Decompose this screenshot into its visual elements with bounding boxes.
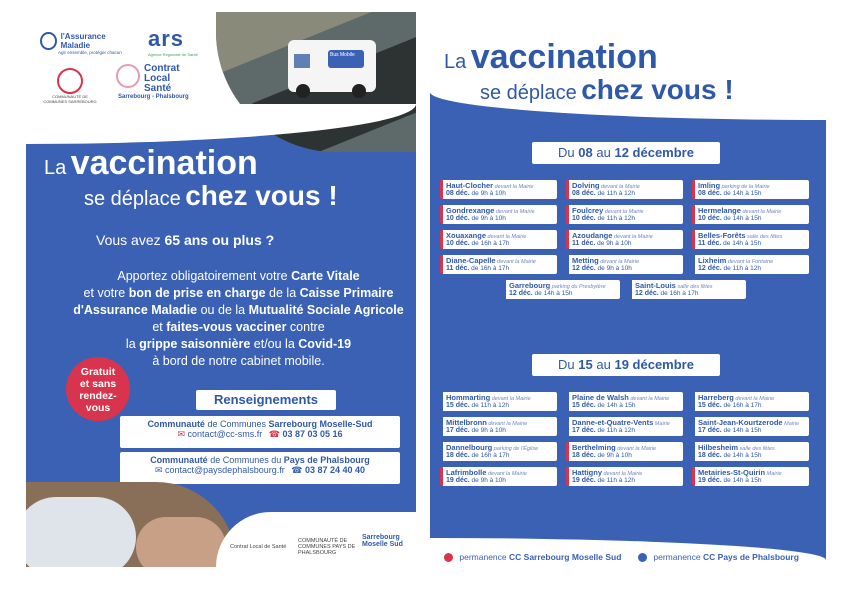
visit-hours: de 9h à 10h bbox=[469, 215, 506, 222]
renseignements-heading: Renseignements bbox=[196, 390, 336, 410]
contact1-title bbox=[120, 416, 400, 429]
legend-red-perm: permanence bbox=[459, 552, 507, 562]
visit-date: 17 déc. bbox=[446, 427, 470, 434]
age-question bbox=[96, 232, 274, 248]
cell-village bbox=[446, 468, 527, 477]
body-l3-bold: d'Assurance Maladie bbox=[73, 303, 198, 317]
village-name: Mittelbronn bbox=[446, 418, 487, 427]
cls-circles-icon bbox=[116, 64, 140, 88]
contact-box-sarrebourg bbox=[120, 416, 400, 448]
village-place: devant la Mairie bbox=[599, 184, 640, 190]
right-title-chez-vous: chez vous ! bbox=[581, 74, 734, 105]
cls-word-2: Local bbox=[144, 73, 171, 84]
ars-name: ars bbox=[148, 26, 185, 51]
contact2-phone[interactable]: 03 87 24 40 40 bbox=[304, 465, 366, 475]
village-place: devant la Mairie bbox=[490, 396, 531, 402]
week2-header bbox=[532, 354, 720, 376]
cell-date bbox=[698, 477, 762, 484]
visit-hours: de 11h à 12h bbox=[595, 215, 636, 222]
week1-start: 08 bbox=[578, 145, 593, 160]
village-name: Plaine de Walsh bbox=[572, 393, 629, 402]
cell-village bbox=[635, 281, 713, 290]
village-place: devant la Mairie bbox=[612, 234, 653, 240]
cell-date bbox=[446, 240, 510, 247]
cc-logo bbox=[40, 68, 100, 104]
right-footer bbox=[430, 538, 826, 570]
village-name: Imling bbox=[698, 181, 721, 190]
village-name: Lixheim bbox=[698, 256, 727, 265]
village-name: Belles-Forêts bbox=[698, 231, 746, 240]
schedule-cell bbox=[566, 467, 683, 486]
cell-date bbox=[698, 265, 761, 272]
contact2-title-bold: Pays de Phalsbourg bbox=[283, 455, 370, 465]
body-l5-bold2: Covid-19 bbox=[298, 337, 352, 351]
right-title-vaccination: vaccination bbox=[470, 38, 658, 76]
visit-date: 10 déc. bbox=[446, 240, 470, 247]
visit-date: 18 déc. bbox=[698, 452, 722, 459]
visit-date: 12 déc. bbox=[698, 265, 722, 272]
ars-tagline: Agence Régionale de Santé bbox=[148, 52, 198, 57]
free-no-appointment-badge bbox=[66, 357, 130, 421]
badge-line2: et sans bbox=[79, 378, 117, 390]
van-window bbox=[294, 54, 310, 68]
body-l1-bold: Carte Vitale bbox=[291, 269, 360, 283]
visit-date: 15 déc. bbox=[446, 402, 470, 409]
schedule-cell bbox=[566, 205, 683, 224]
cell-village bbox=[446, 231, 526, 240]
footer-phalsbourg-logo: COMMUNAUTÉ DE COMMUNES PAYS DE PHALSBOURG bbox=[298, 538, 356, 556]
visit-hours: de 11h à 12h bbox=[595, 427, 636, 434]
village-place: parking du Presbytère bbox=[550, 284, 606, 290]
village-name: Foulcrey bbox=[572, 206, 604, 215]
assurance-maladie-name: l'Assurance Maladie bbox=[60, 32, 106, 50]
schedule-cell bbox=[503, 280, 620, 299]
cell-village bbox=[698, 206, 781, 215]
cell-village bbox=[698, 256, 773, 265]
body-l5-pre: la bbox=[125, 337, 136, 351]
legend-blue-label: CC Pays de Phalsbourg bbox=[703, 552, 799, 562]
left-title-line2 bbox=[84, 180, 338, 212]
visit-hours: de 14h à 15h bbox=[721, 240, 762, 247]
assurance-maladie-tagline: Agir ensemble, protéger chacun bbox=[58, 50, 122, 55]
village-name: Saint-Louis bbox=[635, 281, 676, 290]
village-place: devant la Mairie bbox=[495, 259, 536, 265]
village-name: Gondrexange bbox=[446, 206, 495, 215]
village-place: salle des fêtes bbox=[675, 284, 713, 290]
patient-figure bbox=[136, 517, 226, 567]
cell-village bbox=[698, 443, 775, 452]
cc-logo-text: COMMUNAUTÉ DE COMMUNES SARREBOURG bbox=[43, 94, 97, 104]
schedule-cell bbox=[440, 392, 557, 411]
week2-start: 15 bbox=[578, 357, 593, 372]
visit-hours: de 11h à 12h bbox=[469, 402, 510, 409]
badge-line4: vous bbox=[85, 402, 111, 414]
village-name: Hilbesheim bbox=[698, 443, 739, 452]
cell-village bbox=[446, 181, 533, 190]
cell-date bbox=[698, 402, 762, 409]
village-place: parking de la Mairie bbox=[720, 184, 770, 190]
village-name: Hommarting bbox=[446, 393, 491, 402]
assurance-maladie-logo bbox=[40, 32, 130, 55]
footer-sarrebourg-logo: Sarrebourg Moselle Sud bbox=[362, 534, 403, 548]
village-place: devant la Mairie bbox=[733, 396, 775, 402]
cell-date bbox=[446, 477, 506, 484]
village-place: salle des fêtes bbox=[738, 446, 775, 452]
week2-au: au bbox=[596, 357, 611, 372]
footer-cls-logo: Contrat Local de Santé bbox=[230, 544, 287, 550]
van-stripe bbox=[328, 50, 364, 68]
visit-date: 11 déc. bbox=[698, 240, 722, 247]
cell-village bbox=[446, 418, 527, 427]
schedule-cell bbox=[566, 442, 683, 461]
village-place: devant la Mairie bbox=[740, 209, 782, 215]
contact2-title-pre: Communauté bbox=[150, 455, 208, 465]
village-name: Saint-Jean-Kourtzerode bbox=[698, 418, 783, 427]
van-wheel-front bbox=[296, 84, 310, 98]
right-flyer bbox=[430, 8, 826, 570]
cell-date bbox=[698, 240, 761, 247]
envelope-icon: ✉ bbox=[177, 429, 186, 439]
left-title-deplace: se déplace bbox=[84, 188, 181, 210]
village-place: devant la Mairie bbox=[486, 234, 527, 240]
schedule-cell bbox=[566, 417, 683, 436]
cell-date bbox=[509, 290, 573, 297]
schedule-cell bbox=[692, 230, 809, 249]
village-name: Metairies-St-Quirin bbox=[698, 468, 766, 477]
schedule-cell bbox=[440, 442, 557, 461]
village-place: devant la Mairie bbox=[603, 209, 644, 215]
visit-hours: de 14h à 15h bbox=[532, 290, 573, 297]
village-name: Berthelming bbox=[572, 443, 616, 452]
right-title-deplace: se déplace bbox=[480, 82, 577, 104]
phone-icon: ☎ bbox=[291, 465, 303, 475]
village-name: Garrebourg bbox=[509, 281, 551, 290]
visit-hours: de 11h à 12h bbox=[721, 265, 762, 272]
ars-logo bbox=[148, 26, 198, 57]
visit-date: 08 déc. bbox=[446, 190, 470, 197]
contact1-line bbox=[120, 429, 400, 440]
village-name: Dolving bbox=[572, 181, 600, 190]
cell-date bbox=[572, 190, 635, 197]
cell-village bbox=[572, 393, 669, 402]
cell-date bbox=[572, 265, 632, 272]
village-name: Harreberg bbox=[698, 393, 734, 402]
cell-date bbox=[446, 215, 506, 222]
body-l2-bold: bon de prise en charge bbox=[128, 286, 266, 300]
schedule-cell bbox=[440, 230, 557, 249]
visit-hours: de 16h à 17h bbox=[721, 402, 762, 409]
badge-line1: Gratuit bbox=[80, 366, 116, 378]
visit-date: 08 déc. bbox=[698, 190, 722, 197]
schedule-cell bbox=[692, 467, 809, 486]
village-name: Xouaxange bbox=[446, 231, 487, 240]
cls-word-3: Santé bbox=[144, 83, 172, 94]
village-name: Dannelbourg bbox=[446, 443, 493, 452]
van-text: Bus Mobile bbox=[330, 52, 355, 58]
body-l1-pre: Apportez obligatoirement votre bbox=[117, 269, 288, 283]
cell-date bbox=[698, 215, 762, 222]
legend-blue-perm: permanence bbox=[653, 552, 701, 562]
visit-date: 17 déc. bbox=[572, 427, 596, 434]
schedule-cell bbox=[440, 255, 557, 274]
schedule-cell bbox=[692, 442, 809, 461]
schedule-cell bbox=[440, 417, 557, 436]
cell-village bbox=[698, 418, 799, 427]
cell-date bbox=[572, 452, 632, 459]
visit-hours: de 16h à 17h bbox=[658, 290, 699, 297]
visit-date: 10 déc. bbox=[446, 215, 470, 222]
village-place: parking de l'Église bbox=[492, 446, 539, 452]
village-place: Mairie bbox=[782, 421, 800, 427]
visit-hours: de 9h à 10h bbox=[595, 265, 632, 272]
right-title-line1 bbox=[444, 38, 658, 77]
cell-date bbox=[572, 477, 635, 484]
body-l2-mid: de la bbox=[269, 286, 297, 300]
visit-date: 08 déc. bbox=[572, 190, 596, 197]
cc-circle-icon bbox=[57, 68, 83, 94]
contact2-title bbox=[120, 452, 400, 465]
legend-blue bbox=[638, 552, 799, 562]
contact1-title-mid: de Communes bbox=[207, 419, 266, 429]
left-title-la: La bbox=[44, 157, 67, 179]
cell-village bbox=[572, 418, 670, 427]
visit-hours: de 9h à 10h bbox=[595, 240, 632, 247]
visit-hours: de 16h à 17h bbox=[469, 452, 510, 459]
village-name: Danne-et-Quatre-Vents bbox=[572, 418, 654, 427]
cell-date bbox=[572, 240, 632, 247]
cls-word-1: Contrat bbox=[144, 63, 180, 74]
cell-village bbox=[572, 256, 639, 265]
body-l4-pre: et bbox=[152, 320, 163, 334]
cell-village bbox=[572, 468, 642, 477]
cell-village bbox=[698, 468, 782, 477]
visit-date: 10 déc. bbox=[698, 215, 722, 222]
village-place: devant la Mairie bbox=[602, 471, 643, 477]
visit-hours: de 14h à 15h bbox=[721, 215, 762, 222]
village-place: devant la Mairie bbox=[628, 396, 670, 402]
cell-village bbox=[446, 206, 535, 215]
village-name: Hattigny bbox=[572, 468, 602, 477]
village-name: Metting bbox=[572, 256, 599, 265]
visit-hours: de 9h à 10h bbox=[469, 477, 506, 484]
left-title-vaccination: vaccination bbox=[70, 144, 258, 182]
cell-date bbox=[572, 215, 635, 222]
village-place: devant la Mairie bbox=[598, 259, 640, 265]
contact1-title-pre: Communauté bbox=[147, 419, 205, 429]
red-dot-icon bbox=[444, 553, 453, 562]
schedule-cell bbox=[566, 230, 683, 249]
cell-village bbox=[572, 206, 644, 215]
visit-date: 15 déc. bbox=[698, 402, 722, 409]
cell-village bbox=[446, 256, 536, 265]
schedule-cell bbox=[566, 255, 683, 274]
week1-end: 12 décembre bbox=[614, 145, 694, 160]
cell-date bbox=[698, 190, 762, 197]
phone-icon: ☎ bbox=[268, 429, 280, 439]
cell-date bbox=[446, 452, 510, 459]
left-title-line1 bbox=[44, 144, 258, 183]
visit-date: 19 déc. bbox=[572, 477, 596, 484]
body-l6: à bord de notre cabinet mobile. bbox=[152, 354, 325, 368]
visit-hours: de 11h à 12h bbox=[595, 477, 636, 484]
visit-hours: de 11h à 12h bbox=[595, 190, 636, 197]
visit-hours: de 9h à 10h bbox=[469, 190, 506, 197]
week1-du: Du bbox=[558, 145, 575, 160]
cell-village bbox=[572, 181, 640, 190]
contact2-email[interactable]: contact@paysdephalsbourg.fr bbox=[165, 465, 285, 475]
visit-date: 12 déc. bbox=[635, 290, 659, 297]
visit-date: 10 déc. bbox=[572, 215, 596, 222]
badge-line3: rendez- bbox=[79, 390, 117, 402]
schedule-cell bbox=[566, 180, 683, 199]
village-place: devant la Mairie bbox=[494, 209, 535, 215]
visit-hours: de 14h à 15h bbox=[721, 190, 762, 197]
contact1-email[interactable]: contact@cc-sms.fr bbox=[187, 429, 263, 439]
village-place: Mairie bbox=[765, 471, 782, 477]
visit-date: 19 déc. bbox=[698, 477, 722, 484]
visit-date: 18 déc. bbox=[572, 452, 596, 459]
visit-hours: de 14h à 15h bbox=[595, 402, 636, 409]
body-l4-bold: faites-vous vacciner bbox=[166, 320, 287, 334]
cell-date bbox=[446, 265, 509, 272]
visit-date: 15 déc. bbox=[572, 402, 596, 409]
body-l2-pre: et votre bbox=[83, 286, 126, 300]
schedule-cell bbox=[440, 180, 557, 199]
visit-date: 11 déc. bbox=[446, 265, 470, 272]
cell-date bbox=[698, 452, 762, 459]
body-l4-post: contre bbox=[289, 320, 325, 334]
cell-date bbox=[446, 402, 509, 409]
legend-red bbox=[444, 552, 621, 562]
visit-hours: de 9h à 10h bbox=[469, 427, 506, 434]
visit-hours: de 14h à 15h bbox=[721, 477, 762, 484]
cell-village bbox=[509, 281, 606, 290]
schedule-cell bbox=[692, 255, 809, 274]
vaccination-photo bbox=[26, 482, 236, 567]
visit-date: 12 déc. bbox=[509, 290, 533, 297]
cell-date bbox=[572, 427, 635, 434]
visit-hours: de 16h à 17h bbox=[469, 265, 510, 272]
contact1-title-bold: Sarrebourg Moselle-Sud bbox=[268, 419, 373, 429]
week2-du: Du bbox=[558, 357, 575, 372]
schedule-cell bbox=[692, 205, 809, 224]
body-l2-bold2: Caisse Primaire bbox=[299, 286, 394, 300]
cell-date bbox=[572, 402, 636, 409]
cell-date bbox=[446, 190, 506, 197]
schedule-cell bbox=[692, 180, 809, 199]
schedule-cell bbox=[440, 205, 557, 224]
village-place: devant la Mairie bbox=[615, 446, 657, 452]
cell-date bbox=[446, 427, 506, 434]
village-name: Diane-Capelle bbox=[446, 256, 496, 265]
contact-box-phalsbourg bbox=[120, 452, 400, 484]
week1-header bbox=[532, 142, 720, 164]
cls-subtitle: Sarrebourg - Phalsbourg bbox=[118, 94, 189, 100]
village-place: devant la Mairie bbox=[486, 421, 528, 427]
contrat-local-sante-logo bbox=[116, 64, 216, 100]
village-name: Hermelange bbox=[698, 206, 741, 215]
cell-village bbox=[572, 231, 653, 240]
cell-date bbox=[635, 290, 699, 297]
age-question-pre: Vous avez bbox=[96, 232, 161, 248]
body-l5-bold: grippe saisonnière bbox=[139, 337, 251, 351]
nurse-figure bbox=[26, 497, 136, 567]
body-l5-mid: et/ou la bbox=[253, 337, 295, 351]
visit-date: 11 déc. bbox=[572, 240, 596, 247]
village-place: Mairie bbox=[653, 421, 670, 427]
visit-hours: de 14h à 15h bbox=[721, 427, 762, 434]
cell-village bbox=[698, 181, 770, 190]
footer-logos bbox=[216, 512, 416, 567]
week2-schedule-grid bbox=[440, 392, 820, 492]
visit-hours: de 9h à 10h bbox=[595, 452, 632, 459]
village-name: Lafrimbolle bbox=[446, 468, 487, 477]
instructions-text bbox=[66, 268, 411, 370]
cell-village bbox=[698, 393, 774, 402]
body-l3-mid: ou de la bbox=[200, 303, 246, 317]
schedule-cell bbox=[692, 417, 809, 436]
age-question-bold: 65 ans ou plus ? bbox=[164, 232, 275, 248]
village-name: Azoudange bbox=[572, 231, 613, 240]
visit-date: 19 déc. bbox=[446, 477, 470, 484]
schedule-cell bbox=[629, 280, 746, 299]
left-title-chez-vous: chez vous ! bbox=[185, 180, 338, 211]
contact2-title-mid: de Communes du bbox=[210, 455, 282, 465]
cell-village bbox=[572, 443, 656, 452]
visit-date: 12 déc. bbox=[572, 265, 596, 272]
right-title-line2 bbox=[480, 74, 734, 106]
schedule-cell bbox=[440, 467, 557, 486]
contact2-line bbox=[120, 465, 400, 476]
week1-schedule-grid bbox=[440, 180, 820, 310]
mobile-clinic-van bbox=[288, 40, 376, 92]
cell-village bbox=[446, 393, 531, 402]
people-icon bbox=[40, 32, 57, 50]
visit-hours: de 16h à 17h bbox=[469, 240, 510, 247]
body-l3-bold2: Mutualité Sociale Agricole bbox=[248, 303, 404, 317]
schedule-cell bbox=[566, 392, 683, 411]
cell-village bbox=[698, 231, 782, 240]
cell-date bbox=[698, 427, 762, 434]
left-flyer bbox=[26, 12, 416, 567]
visit-date: 17 déc. bbox=[698, 427, 722, 434]
village-place: devant la Fontaine bbox=[726, 259, 774, 265]
van-wheel-rear bbox=[352, 84, 366, 98]
week1-au: au bbox=[596, 145, 611, 160]
legend-red-label: CC Sarrebourg Moselle Sud bbox=[509, 552, 622, 562]
week2-end: 19 décembre bbox=[614, 357, 694, 372]
envelope-icon: ✉ bbox=[154, 465, 163, 475]
schedule-cell bbox=[692, 392, 809, 411]
village-place: devant la Mairie bbox=[493, 184, 534, 190]
visit-date: 18 déc. bbox=[446, 452, 470, 459]
village-name: Haut-Clocher bbox=[446, 181, 494, 190]
contact1-phone[interactable]: 03 87 03 05 16 bbox=[282, 429, 343, 439]
right-title-la: La bbox=[444, 51, 467, 73]
cell-village bbox=[446, 443, 538, 452]
village-place: devant la Mairie bbox=[486, 471, 527, 477]
blue-dot-icon bbox=[638, 553, 647, 562]
visit-hours: de 14h à 15h bbox=[721, 452, 762, 459]
village-place: salle des fêtes bbox=[745, 234, 783, 240]
